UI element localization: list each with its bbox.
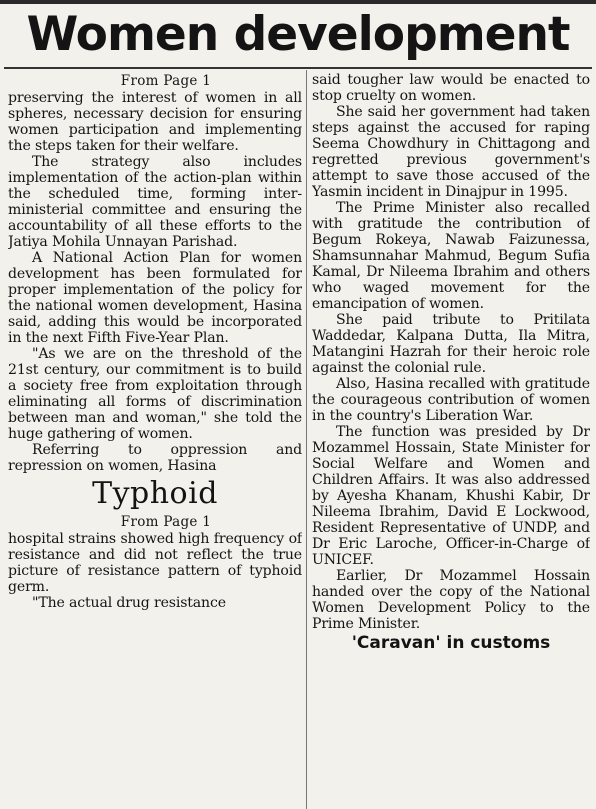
continuation-label: From Page 1 <box>120 73 212 89</box>
paragraph: The function was presided by Dr Mozammel Hossain, State Minister for Social Welfare and Women and Children Affairs. It was also addressed by Ayesha Khanam, Khushi Kabir, Dr Nileema Ibrahim, David E Lockwood, Resident Representative of UNDP, and Dr Eric Laroche, Officer-in-Charge of UNICEF. <box>312 424 590 568</box>
paragraph: Referring to oppression and repression on women, Hasina <box>8 442 302 474</box>
paragraph: She said her government had taken steps against the accused for raping Seema Chowdhury in Chittagong and regretted previous government's attempt to save those accused of the Yasmin incident in Dinajpur in 1995. <box>312 104 590 200</box>
column-divider <box>306 70 307 809</box>
paragraph: preserving the interest of women in all spheres, necessary decision for ensuring women participation and implementing the steps taken for their welfare. <box>8 90 302 154</box>
paragraph: The strategy also includes implementation of the action-plan within the scheduled time, forming inter-ministerial committee and ensuring the accountability of all these efforts to the Jatiya Mohila Unnayan Parishad. <box>8 154 302 250</box>
right-column <box>312 72 590 809</box>
paragraph: said tougher law would be enacted to stop cruelty on women. <box>312 72 590 104</box>
headline-rule <box>4 67 592 69</box>
paragraph: "The actual drug resistance <box>32 595 226 611</box>
paragraph: The Prime Minister also recalled with gratitude the contribution of Begum Rokeya, Nawab Faizunessa, Shamsunnahar Mahmud, Begum Sufia Kamal, Dr Nileema Ibrahim and others who waged movement for the emancipation of women. <box>312 200 590 312</box>
next-article-headline: 'Caravan' in customs <box>351 633 551 653</box>
paragraph: Also, Hasina recalled with gratitude the courageous contribution of women in the country's Liberation War. <box>312 376 590 424</box>
paragraph: hospital strains showed high frequency of resistance and did not reflect the true picture of resistance pattern of typhoid germ. <box>8 531 302 595</box>
paragraph: She paid tribute to Pritilata Waddedar, Kalpana Dutta, Ila Mitra, Matangini Hazrah for their heroic role against the colonial rule. <box>312 312 590 376</box>
typhoid-headline: Typhoid <box>92 476 218 511</box>
paragraph: Earlier, Dr Mozammel Hossain handed over the copy of the National Women Development Policy to the Prime Minister. <box>312 568 590 632</box>
headline: Women development <box>26 7 570 62</box>
paragraph: A National Action Plan for women development has been formulated for proper implementation of the policy for the national women development, Hasina said, adding this would be incorporated in the next Fifth Five-Year Plan. <box>8 250 302 346</box>
left-column <box>8 72 302 809</box>
paragraph: "As we are on the threshold of the 21st century, our commitment is to build a society free from exploitation through eliminating all forms of discrimination between man and woman," she told the huge gathering of women. <box>8 346 302 442</box>
continuation-label: From Page 1 <box>120 514 212 530</box>
